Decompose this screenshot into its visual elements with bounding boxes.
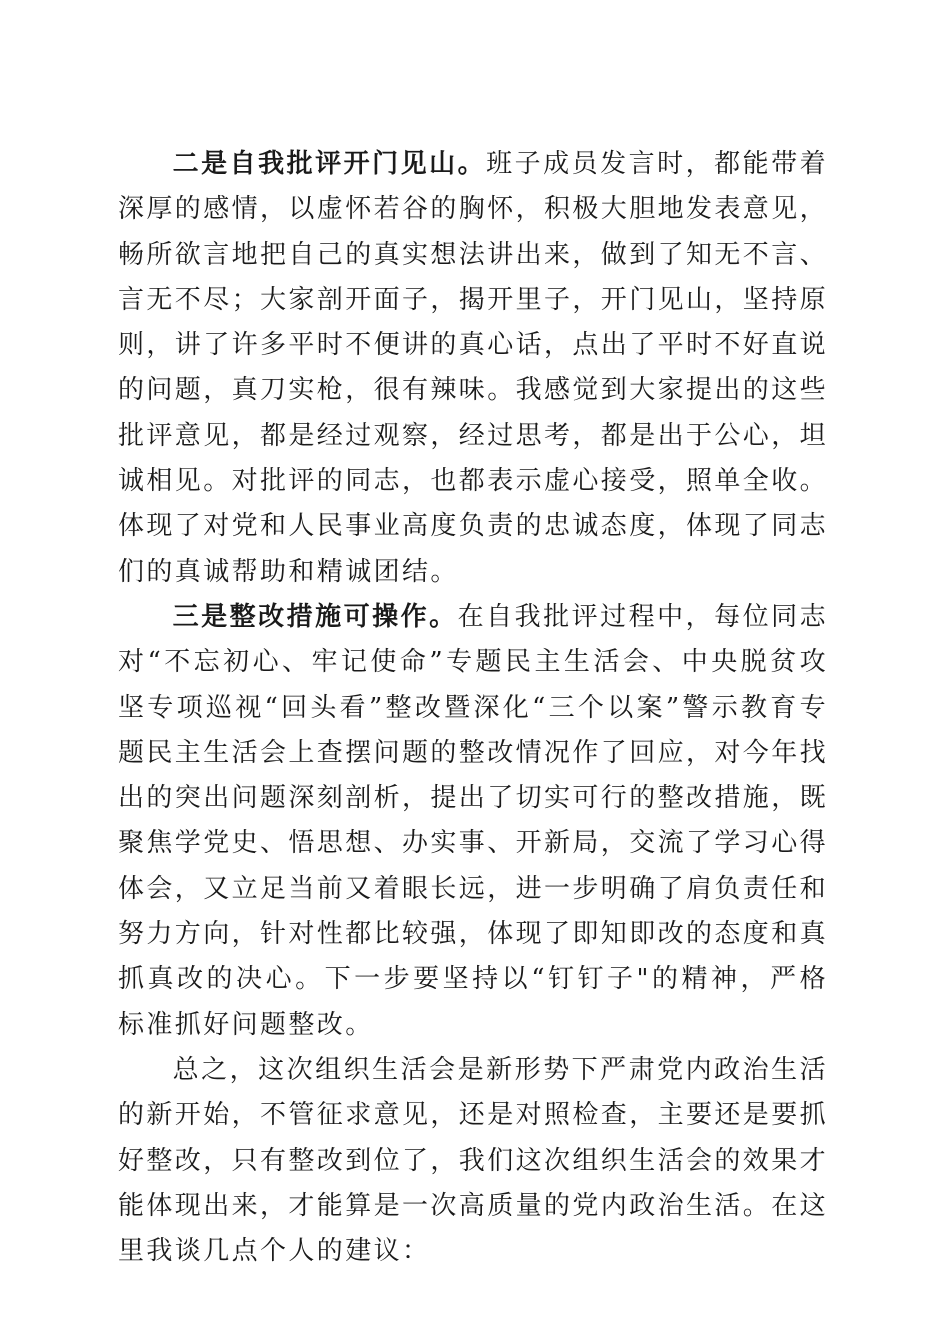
paragraph-text: 班子成员发言时，都能带着深厚的感情，以虚怀若谷的胸怀，积极大胆地发表意见，畅所欲言地把自己的真实想法讲出来，做到了知无不言、言无不尽；大家剖开面子，揭开里子，开门见山，坚持原则，讲了许多平时不便讲的真心话，点出了平时不好直说的问题，真刀实枪，很有辣味。我感觉到大家提出的这些批评意见，都是经过观察，经过思考，都是出于公心，坦诚相见。对批评的同志，也都表示虚心接受，照单全收。体现了对党和人民事业高度负责的忠诚态度，体现了同志们的真诚帮助和精诚团结。 bbox=[118, 149, 829, 587]
paragraph-rectification bbox=[118, 595, 828, 1048]
paragraph-self-criticism bbox=[118, 142, 828, 595]
paragraph-lead: 三是整改措施可操作。 bbox=[172, 601, 458, 632]
paragraph-summary bbox=[118, 1048, 828, 1274]
document-body bbox=[118, 142, 828, 1274]
paragraph-lead: 二是自我批评开门见山。 bbox=[172, 149, 487, 179]
paragraph-text: 总之，这次组织生活会是新形势下严肃党内政治生活的新开始，不管征求意见，还是对照检查，主要还是要抓好整改，只有整改到位了，我们这次组织生活会的效果才能体现出来，才能算是一次高质量的党内政治生活。在这里我谈几点个人的建议： bbox=[118, 1054, 829, 1267]
paragraph-text: 在自我批评过程中，每位同志对“不忘初心、牢记使命”专题民主生活会、中央脱贫攻坚专项巡视“回头看”整改暨深化“三个以案”警示教育专题民主生活会上查摆问题的整改情况作了回应，对今年找出的突出问题深刻剖析，提出了切实可行的整改措施，既聚焦学党史、悟思想、办实事、开新局，交流了学习心得体会，又立足当前又着眼长远，进一步明确了肩负责任和努力方向，针对性都比较强，体现了即知即改的态度和真抓真改的决心。下一步要坚持以“钉钉子"的精神，严格标准抓好问题整改。 bbox=[118, 601, 829, 1040]
